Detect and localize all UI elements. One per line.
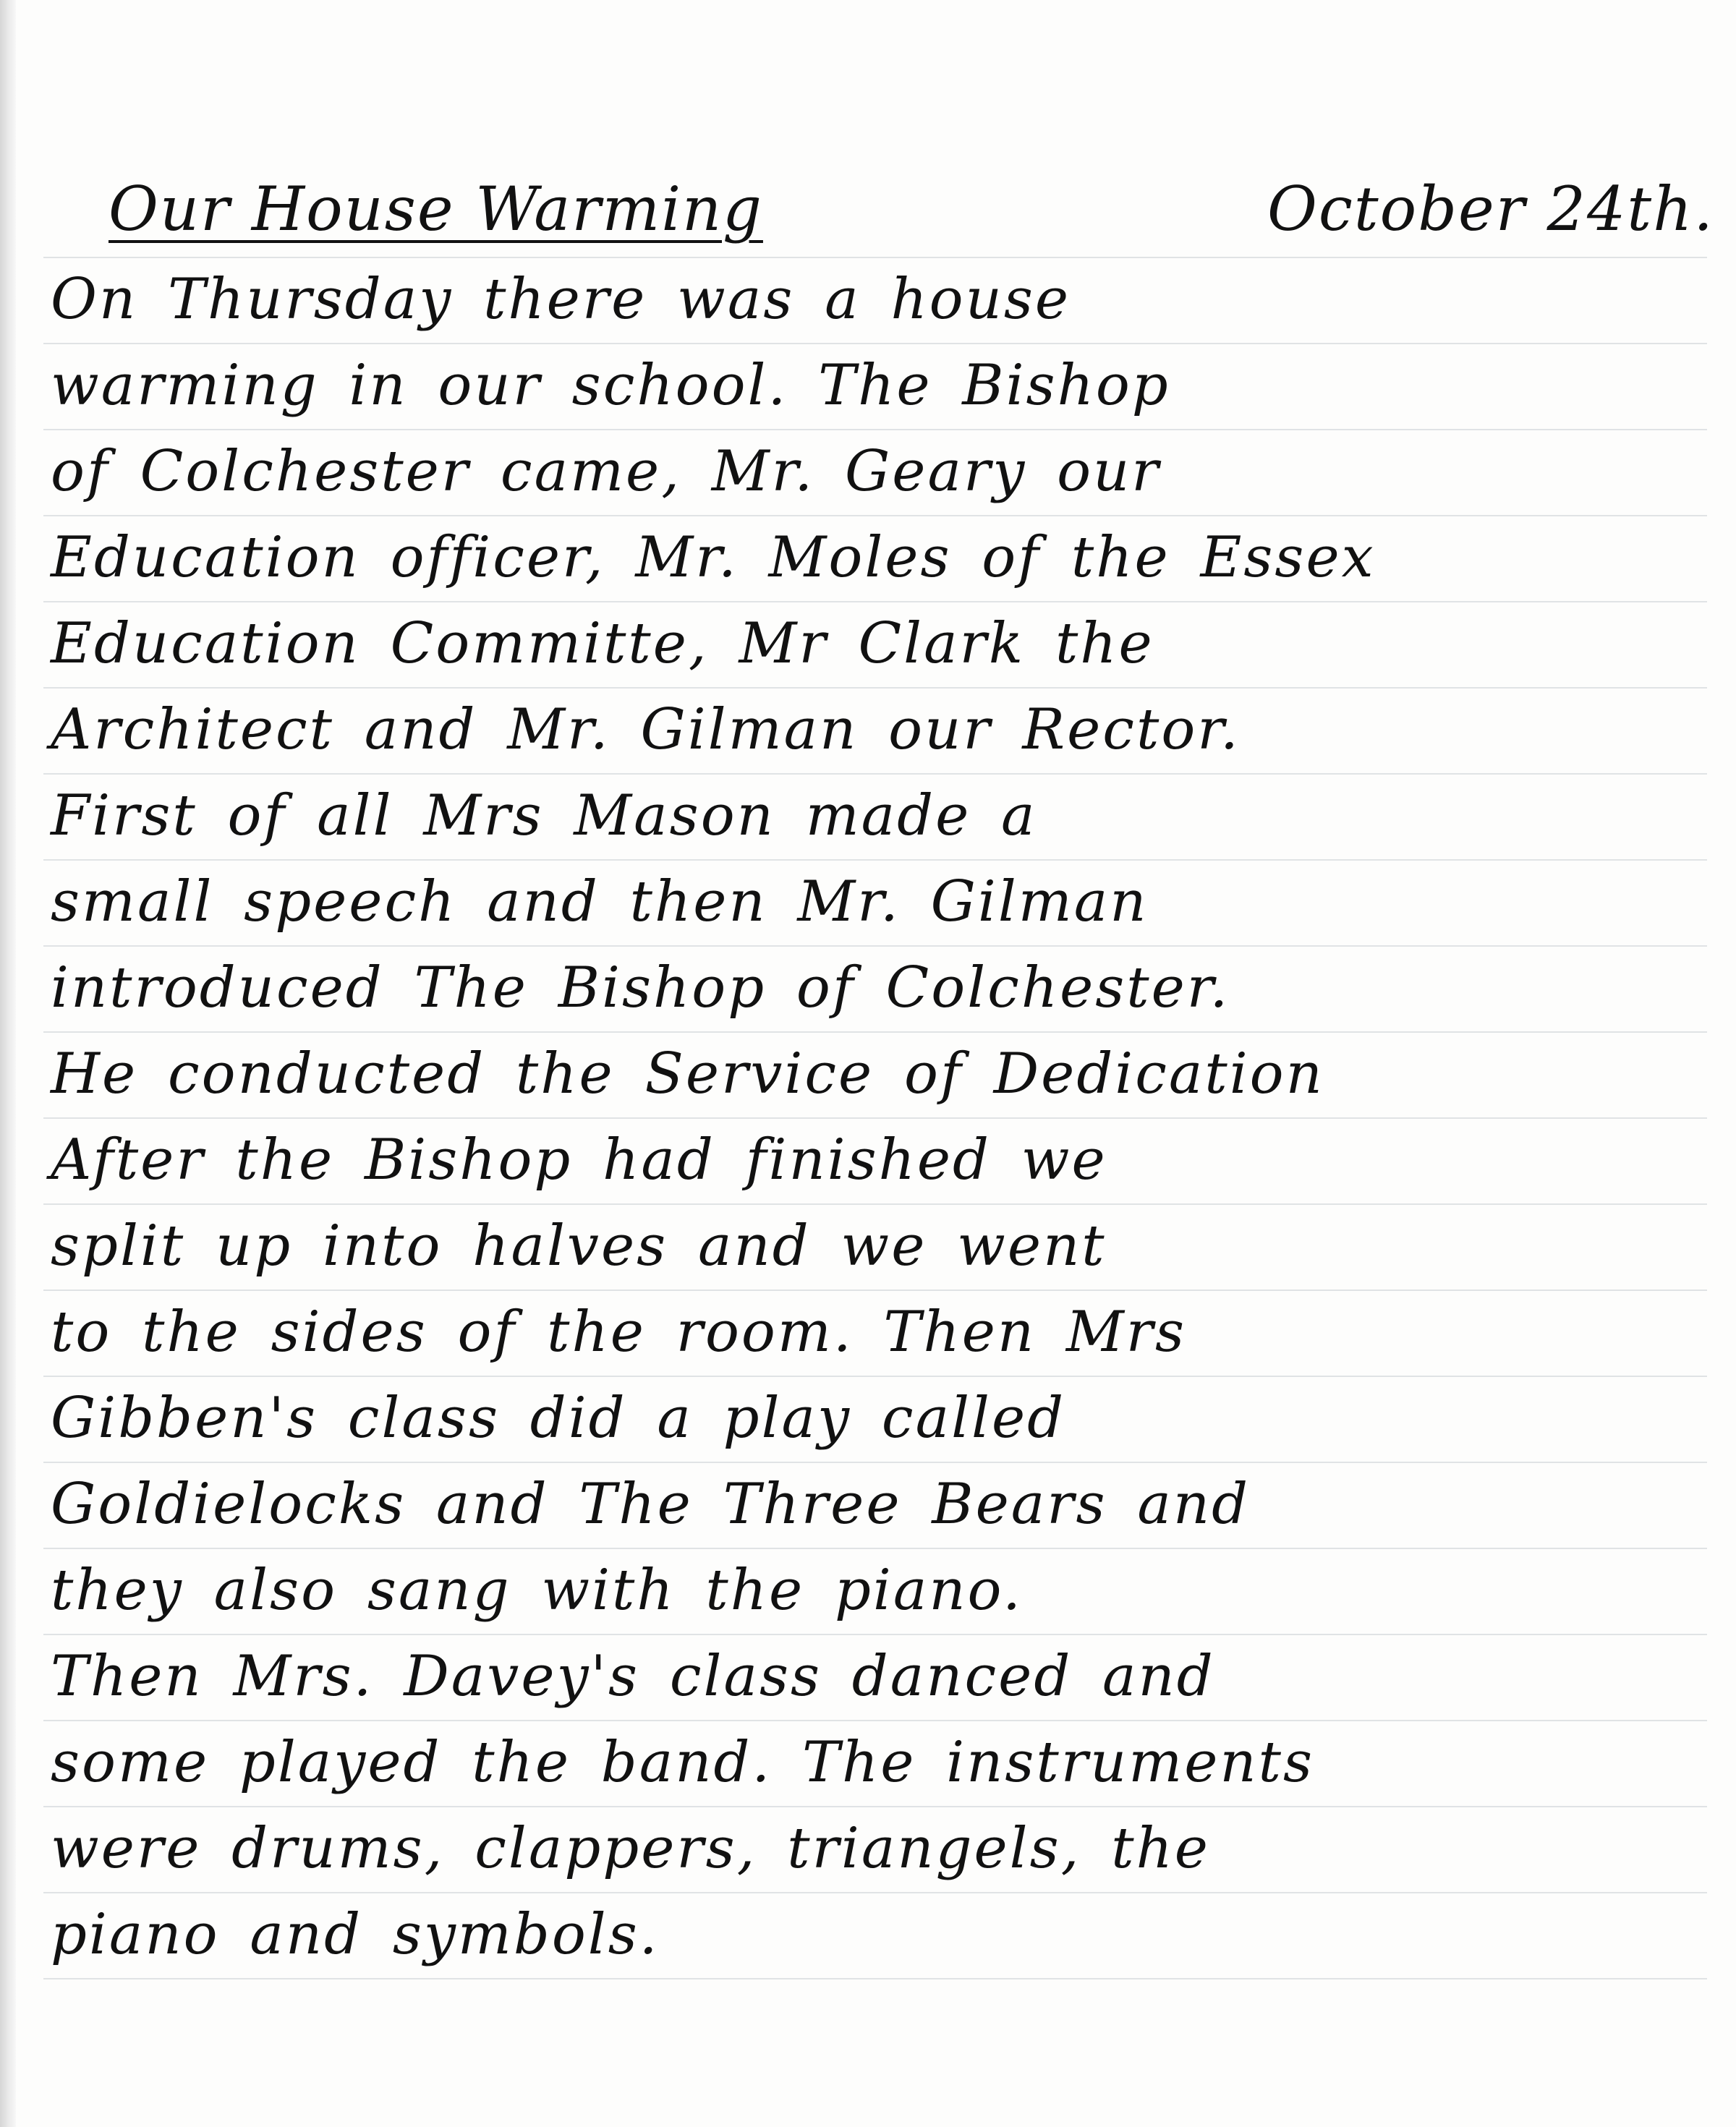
ruled-line	[43, 1978, 1707, 1979]
text-line: of Colchester came, Mr. Geary our	[51, 439, 1161, 504]
paper-edge-shadow	[0, 0, 16, 2127]
text-line: He conducted the Service of Dedication	[51, 1041, 1324, 1107]
text-line: Gibben's class did a play called	[51, 1386, 1066, 1451]
text-line: After the Bishop had finished we	[51, 1128, 1107, 1193]
text-line: Education officer, Mr. Moles of the Essex	[51, 525, 1376, 590]
essay-body	[51, 257, 1714, 1978]
text-line: warming in our school. The Bishop	[51, 353, 1170, 418]
text-line: they also sang with the piano.	[51, 1558, 1023, 1623]
text-line: were drums, clappers, triangels, the	[51, 1816, 1210, 1881]
text-line: to the sides of the room. Then Mrs	[51, 1300, 1187, 1365]
text-line: Then Mrs. Davey's class danced and	[51, 1644, 1215, 1709]
text-line: introduced The Bishop of Colchester.	[51, 955, 1230, 1020]
text-line: small speech and then Mr. Gilman	[51, 869, 1149, 934]
text-line: First of all Mrs Mason made a	[51, 783, 1037, 848]
text-line: split up into halves and we went	[51, 1214, 1107, 1279]
text-line: On Thursday there was a house	[51, 267, 1071, 332]
text-line: piano and symbols.	[51, 1902, 660, 1967]
page-title: Our House Warming	[109, 174, 763, 244]
page-date: October 24th.	[1267, 174, 1714, 244]
text-line: Goldielocks and The Three Bears and	[51, 1472, 1251, 1537]
text-line: Education Committe, Mr Clark the	[51, 611, 1154, 676]
text-line: Architect and Mr. Gilman our Rector.	[51, 697, 1241, 762]
text-line: some played the band. The instruments	[51, 1730, 1314, 1795]
page-header	[109, 159, 1714, 253]
